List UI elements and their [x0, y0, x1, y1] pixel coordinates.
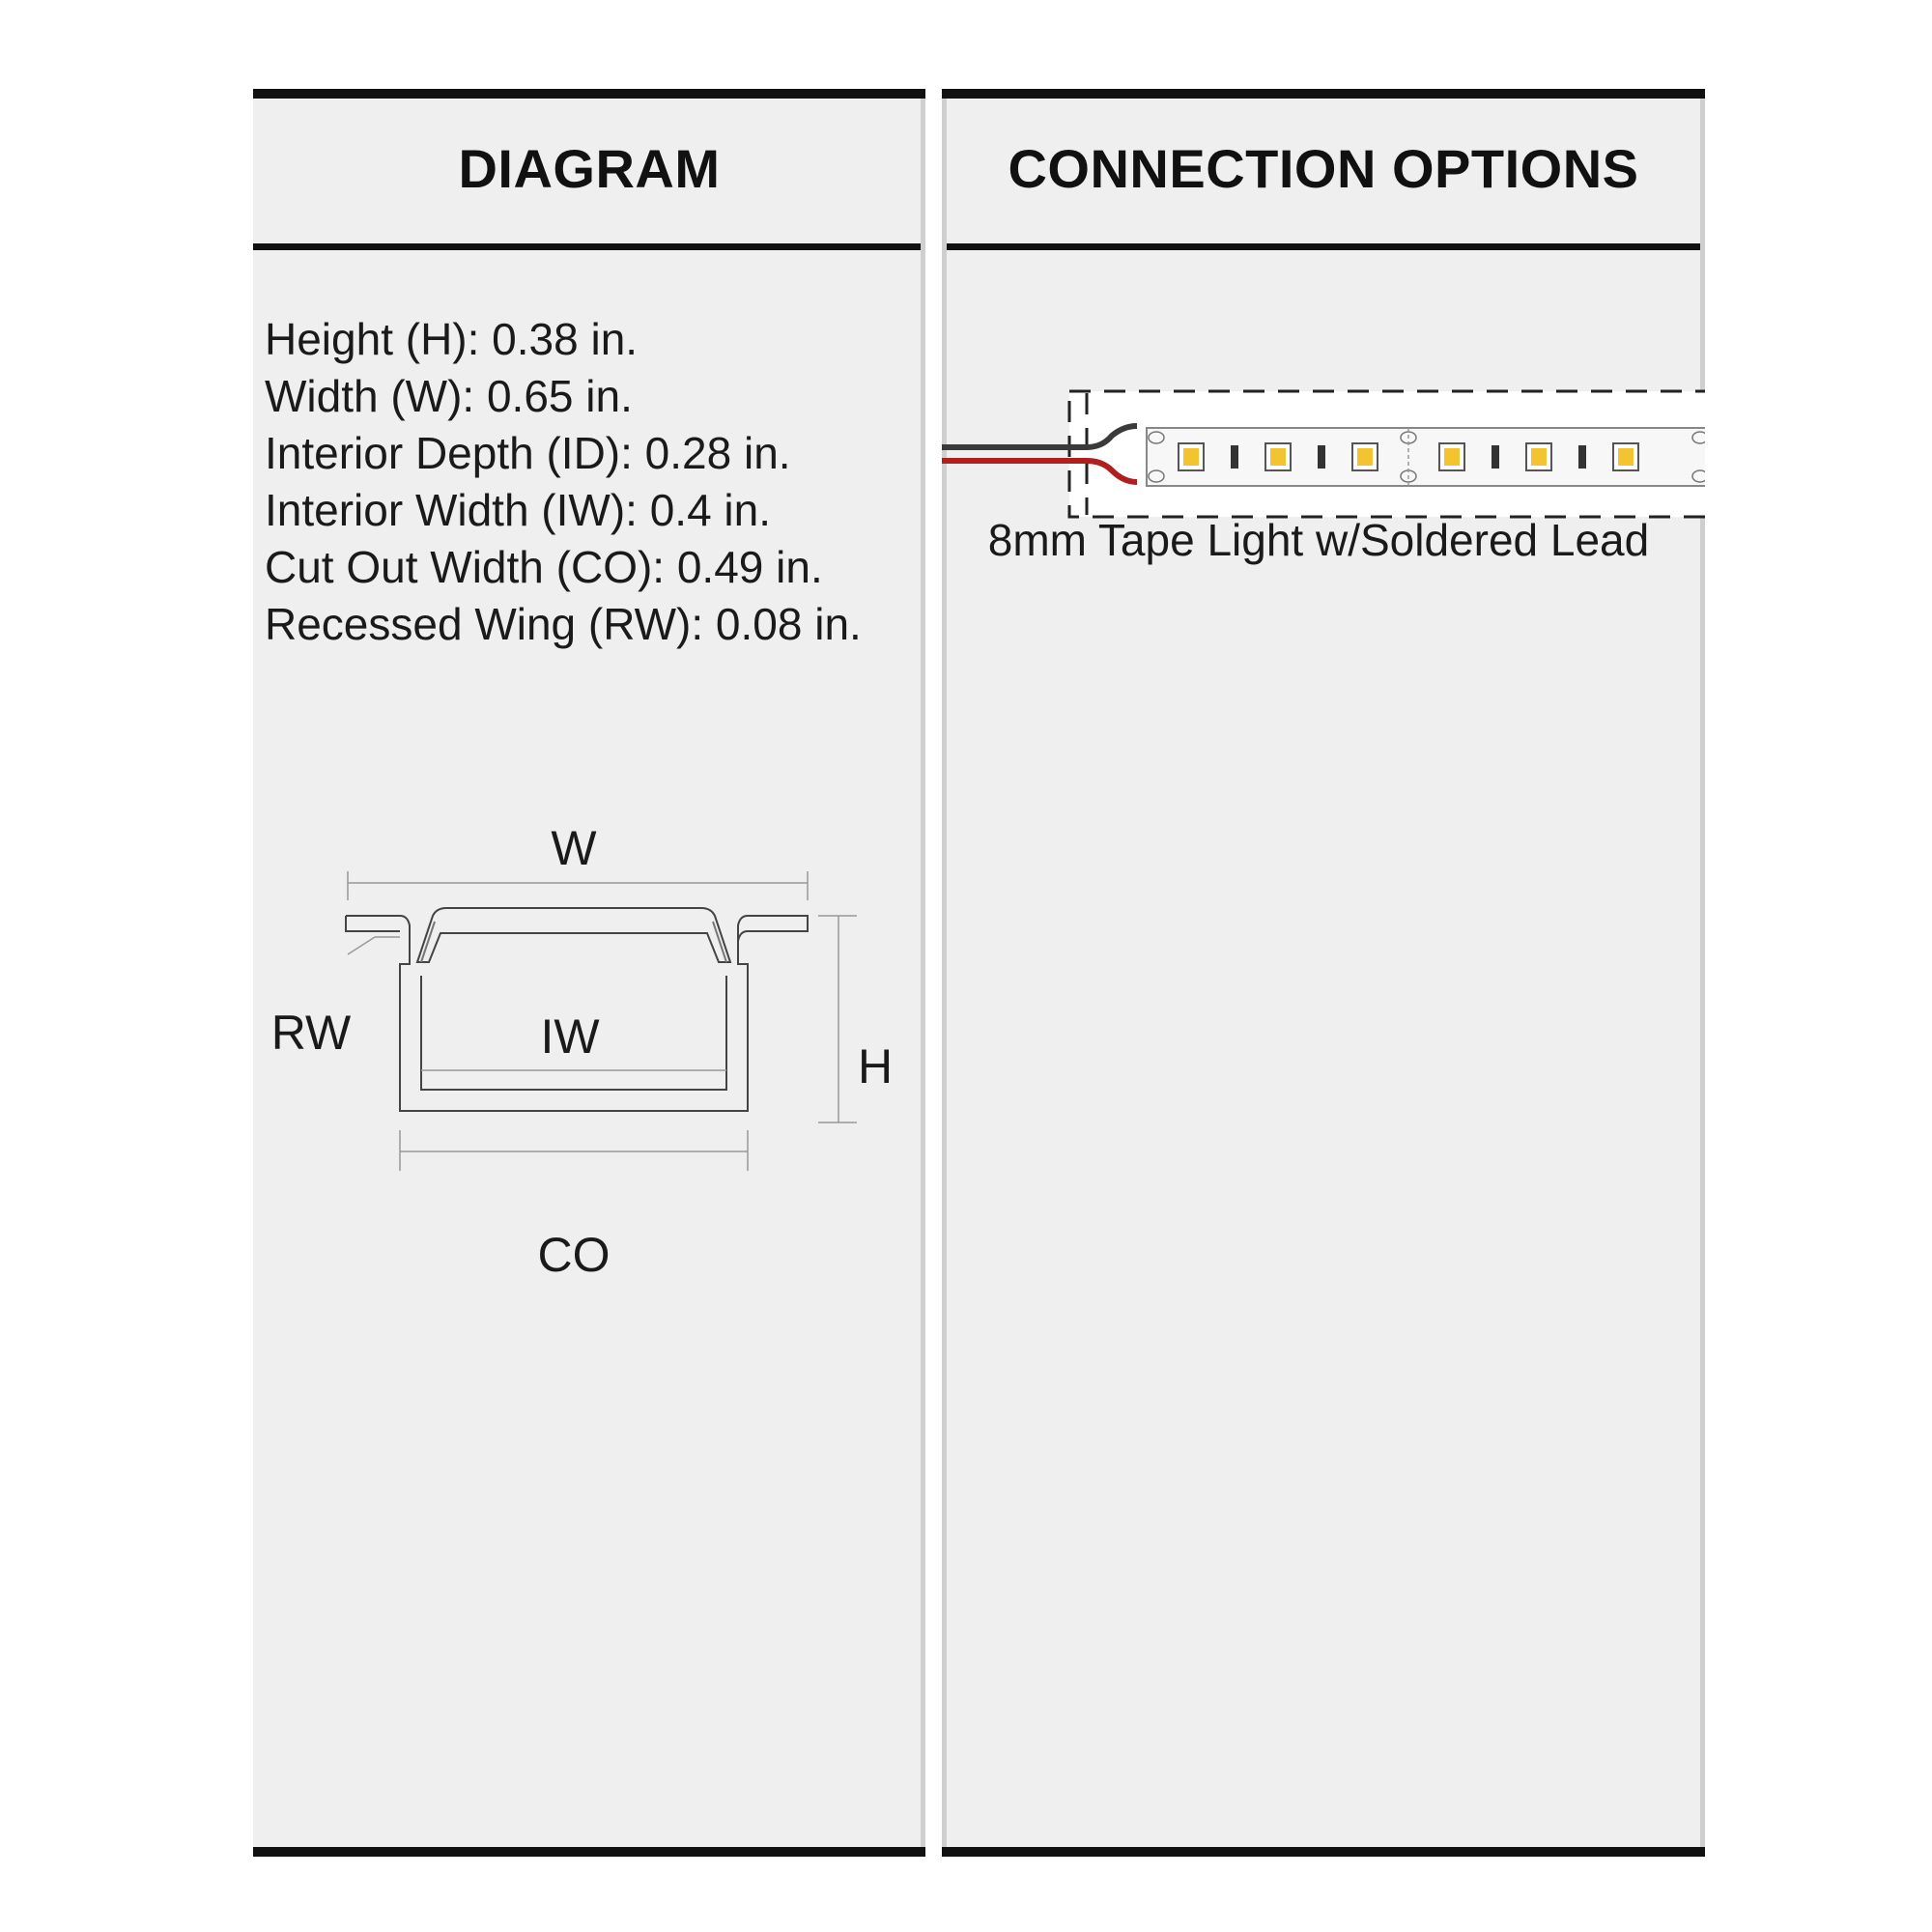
spec-recessed-wing: Recessed Wing (RW): 0.08 in.: [265, 599, 862, 649]
led-diode: [1357, 448, 1373, 466]
label-w: W: [551, 821, 597, 875]
label-co: CO: [537, 1228, 611, 1282]
header-rule: [942, 243, 1705, 250]
label-h: H: [857, 1039, 894, 1094]
spec-list: [265, 311, 902, 653]
diffuser-lens: [417, 908, 730, 962]
led-diode: [1618, 448, 1634, 466]
diagram-panel: [253, 89, 925, 1857]
spec-interior-width: Interior Width (IW): 0.4 in.: [265, 485, 772, 535]
connection-header: CONNECTION OPTIONS: [1008, 138, 1639, 199]
spec-cutout-width: Cut Out Width (CO): 0.49 in.: [265, 542, 823, 592]
connection-panel: [942, 89, 1705, 1857]
led-diode: [1270, 448, 1286, 466]
label-rw: RW: [270, 1006, 352, 1060]
spec-width: Width (W): 0.65 in.: [265, 371, 633, 421]
label-iw: IW: [540, 1009, 600, 1064]
spec-height: Height (H): 0.38 in.: [265, 314, 639, 364]
resistor: [1231, 445, 1238, 469]
header-rule: [253, 243, 925, 250]
tape-light-illustration: [942, 297, 1705, 548]
led-diode: [1531, 448, 1547, 466]
led-diode: [1444, 448, 1460, 466]
spec-interior-depth: Interior Depth (ID): 0.28 in.: [265, 428, 791, 478]
resistor: [1318, 445, 1325, 469]
profile-cross-section: [253, 726, 925, 1325]
connection-caption: 8mm Tape Light w/Soldered Lead: [987, 515, 1650, 565]
top-rule: [942, 89, 1705, 99]
led-diode: [1183, 448, 1199, 466]
resistor: [1492, 445, 1499, 469]
resistor: [1578, 445, 1586, 469]
bottom-rule: [942, 1847, 1705, 1857]
top-rule: [253, 89, 925, 99]
bottom-rule: [253, 1847, 925, 1857]
diagram-header: DIAGRAM: [458, 138, 721, 199]
